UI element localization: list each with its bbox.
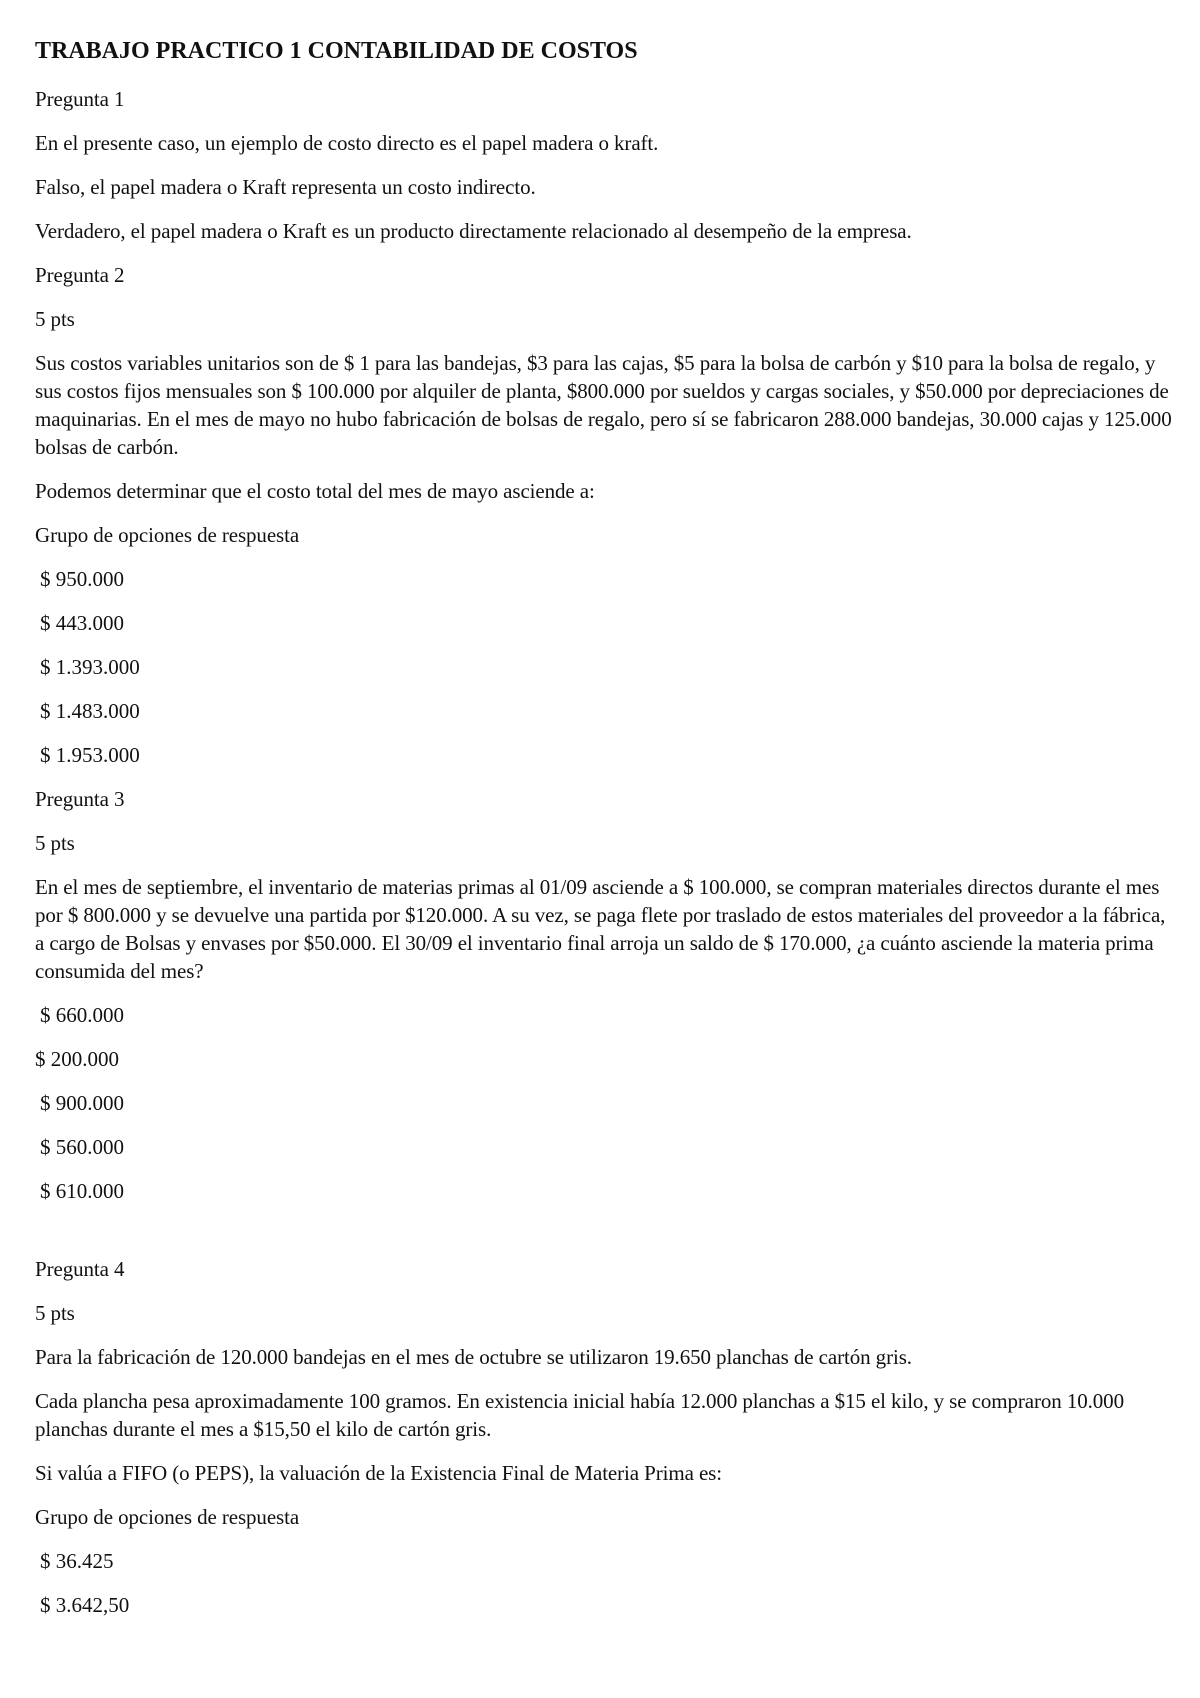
question-3-option[interactable]: $ 610.000 <box>40 1179 124 1203</box>
question-4-question: Si valúa a FIFO (o PEPS), la valuación de la Existencia Final de Materia Prima es: <box>35 1461 722 1485</box>
question-2-body: Sus costos variables unitarios son de $ 1 para las bandejas, $3 para las cajas, $5 para la bolsa de carbón y $10 para la bolsa de regalo, y sus costos fijos mensuales son $ 100.000 por alquiler de planta, $800.000 por sueldos y cargas sociales, y $50.000 por depreciaciones de maquinarias. En el mes de mayo no hubo fabricación de bolsas de regalo, pero sí se fabricaron 288.000 bandejas, 30.000 cajas y 125.000 bolsas de carbón. <box>35 351 1172 459</box>
question-3-option[interactable]: $ 900.000 <box>40 1091 124 1115</box>
question-2-question: Podemos determinar que el costo total del mes de mayo asciende a: <box>35 479 595 503</box>
question-2-option[interactable]: $ 1.953.000 <box>40 743 140 767</box>
question-2-group-label: Grupo de opciones de respuesta <box>35 523 300 547</box>
question-4-option[interactable]: $ 3.642,50 <box>40 1593 130 1617</box>
question-1-option-true[interactable]: Verdadero, el papel madera o Kraft es un producto directamente relacionado al desempeño de la empresa. <box>35 219 912 243</box>
question-3-points: 5 pts <box>35 831 75 855</box>
question-4-body-2: Cada plancha pesa aproximadamente 100 gramos. En existencia inicial había 12.000 planchas a $15 el kilo, y se compraron 10.000 planchas durante el mes a $15,50 el kilo de cartón gris. <box>35 1389 1124 1441</box>
document-title: TRABAJO PRACTICO 1 CONTABILIDAD DE COSTOS <box>35 38 638 64</box>
question-3-option[interactable]: $ 560.000 <box>40 1135 124 1159</box>
question-2-option[interactable]: $ 1.483.000 <box>40 699 140 723</box>
question-4-group-label: Grupo de opciones de respuesta <box>35 1505 300 1529</box>
question-4-points: 5 pts <box>35 1301 75 1325</box>
question-4-option[interactable]: $ 36.425 <box>40 1549 114 1573</box>
question-2-points: 5 pts <box>35 307 75 331</box>
question-1-label: Pregunta 1 <box>35 87 125 111</box>
spacer <box>35 1221 1175 1255</box>
question-2-label: Pregunta 2 <box>35 263 125 287</box>
question-1-statement: En el presente caso, un ejemplo de costo directo es el papel madera o kraft. <box>35 131 659 155</box>
question-1-option-false[interactable]: Falso, el papel madera o Kraft representa un costo indirecto. <box>35 175 536 199</box>
document-page <box>35 34 1175 1635</box>
question-3-option[interactable]: $ 660.000 <box>40 1003 124 1027</box>
question-3-body: En el mes de septiembre, el inventario de materias primas al 01/09 asciende a $ 100.000, se compran materiales directos durante el mes por $ 800.000 y se devuelve una partida por $120.000. A su vez, se paga flete por traslado de estos materiales del proveedor a la fábrica, a cargo de Bolsas y envases por $50.000. El 30/09 el inventario final arroja un saldo de $ 170.000, ¿a cuánto asciende la materia prima consumida del mes? <box>35 875 1166 983</box>
question-2-option[interactable]: $ 950.000 <box>40 567 124 591</box>
question-2-option[interactable]: $ 443.000 <box>40 611 124 635</box>
question-3-option[interactable]: $ 200.000 <box>35 1047 119 1071</box>
question-4-label: Pregunta 4 <box>35 1257 125 1281</box>
question-3-label: Pregunta 3 <box>35 787 125 811</box>
question-2-option[interactable]: $ 1.393.000 <box>40 655 140 679</box>
question-4-body-1: Para la fabricación de 120.000 bandejas en el mes de octubre se utilizaron 19.650 planchas de cartón gris. <box>35 1345 912 1369</box>
